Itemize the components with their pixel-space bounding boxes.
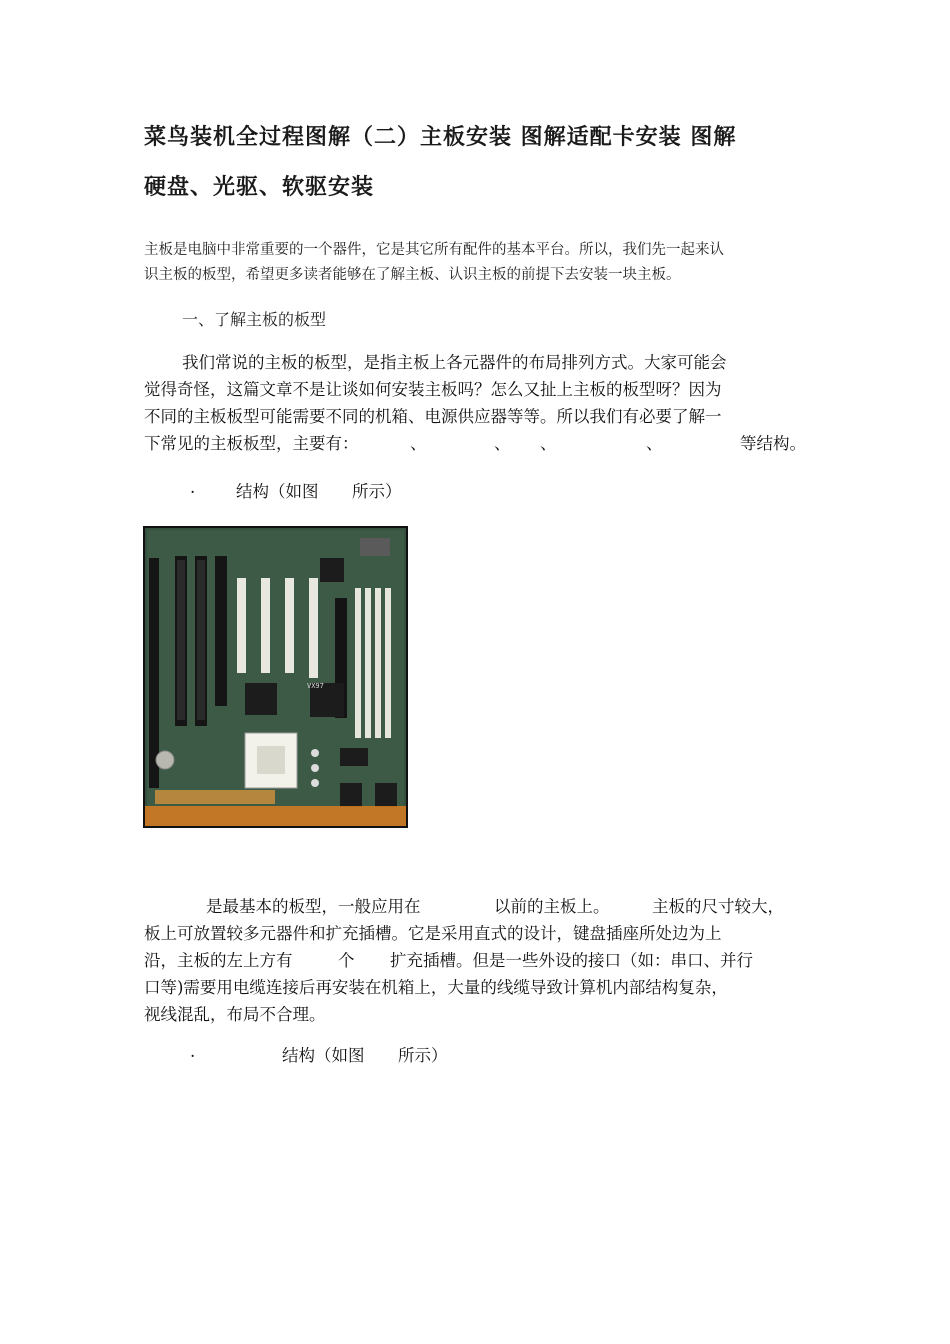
para1-line4-end: 等结构。 <box>740 434 806 453</box>
para1-separator: 、 <box>646 434 663 453</box>
para1-line1: 我们常说的主板的板型，是指主板上各元器件的布局排列方式。大家可能会 <box>182 353 727 372</box>
para2-line4: 口等)需要用电缆连接后再安装在机箱上，大量的线缆导致计算机内部结构复杂， <box>144 978 728 997</box>
chip-label: VX97 <box>307 682 324 690</box>
para1-line2: 觉得奇怪，这篇文章不是让谈如何安装主板吗？怎么又扯上主板的板型呀？因为 <box>144 380 722 399</box>
para2-line5: 视线混乱，布局不合理。 <box>144 1005 326 1024</box>
para2-line1-a: 是最基本的板型，一般应用在 <box>206 897 421 916</box>
para2-line1 <box>144 893 808 920</box>
struct1-dot: . <box>190 478 196 497</box>
section1-heading: 一、了解主板的板型 <box>182 310 327 329</box>
struct2-label: 结构（如图 <box>282 1046 365 1065</box>
intro-line1: 主板是电脑中非常重要的一个器件，它是其它所有配件的基本平台。所以，我们先一起来认 <box>144 242 724 258</box>
struct2-label-end: 所示） <box>398 1046 448 1065</box>
struct1-label-end: 所示） <box>352 482 402 501</box>
para2-line3-c: 扩充插槽。但是一些外设的接口（如：串口、并行 <box>390 951 753 970</box>
para2-line3-b: 个 <box>338 951 355 970</box>
document-title-line1: 菜鸟装机全过程图解（二）主板安装 图解适配卡安装 图解 <box>144 125 737 150</box>
para2-line1-b: 以前的主板上。 <box>494 897 610 916</box>
intro-line2: 识主板的板型，希望更多读者能够在了解主板、认识主板的前提下去安装一块主板。 <box>144 267 681 283</box>
para2-line1-c: 主板的尺寸较大， <box>652 897 784 916</box>
at-board-paragraph <box>144 893 808 1028</box>
para1-line4 <box>144 430 808 457</box>
motherboard-photo <box>143 526 408 828</box>
intro-paragraph <box>144 238 808 288</box>
para1-separator: 、 <box>494 434 511 453</box>
motherboard-illustration <box>145 528 406 826</box>
board-types-paragraph <box>144 349 808 457</box>
document-title-line2: 硬盘、光驱、软驱安装 <box>144 175 375 200</box>
para1-line3: 不同的主板板型可能需要不同的机箱、电源供应器等等。所以我们有必要了解一 <box>144 407 722 426</box>
para2-line3 <box>144 947 808 974</box>
struct1-label: 结构（如图 <box>236 482 319 501</box>
struct2-dot: . <box>190 1042 196 1061</box>
para1-line4-start: 下常见的主板板型，主要有： <box>144 434 359 453</box>
para1-separator: 、 <box>540 434 557 453</box>
para2-line2: 板上可放置较多元器件和扩充插槽。它是采用直式的设计，键盘插座所处边为上 <box>144 924 722 943</box>
para2-line3-a: 沿，主板的左上方有 <box>144 951 293 970</box>
para1-separator: 、 <box>410 434 427 453</box>
